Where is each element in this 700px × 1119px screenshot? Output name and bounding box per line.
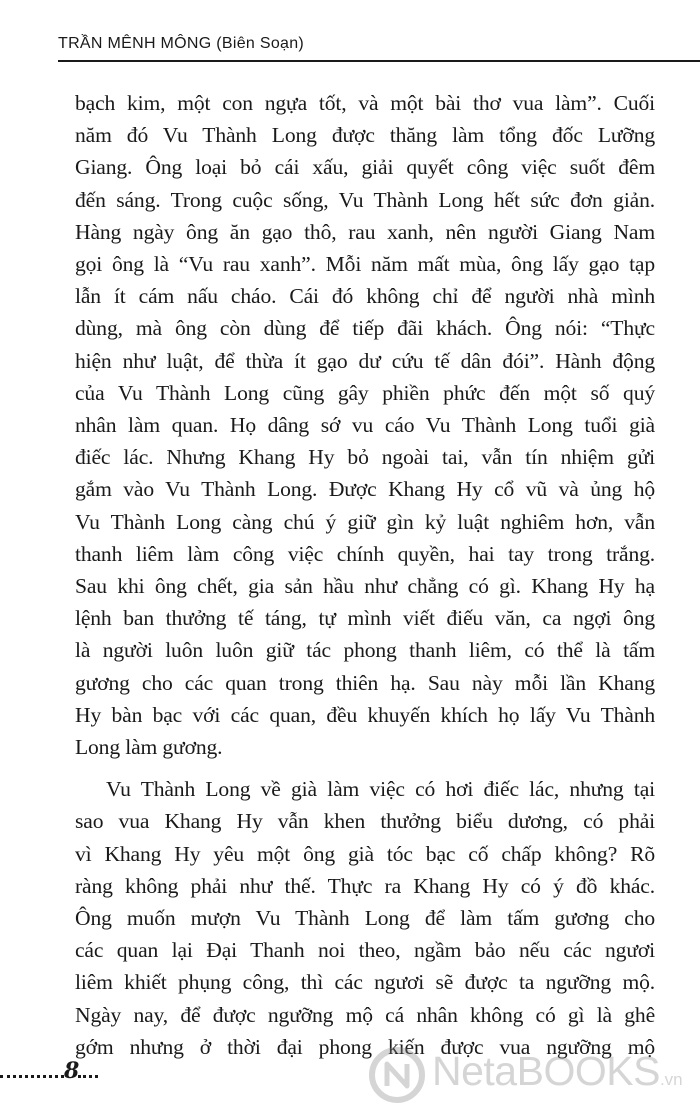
watermark-brand: NetaBOOKS (432, 1048, 660, 1094)
text-line: Hy bàn bạc với các quan, đều khuyến khích họ lấy Vu Thành (75, 702, 655, 727)
text-line: hiện như luật, để thừa ít gạo dư cứu tế dân đói”. Hành động (75, 348, 655, 373)
text-line: gương cho các quan trong thiên hạ. Sau này mỗi lần Khang (75, 670, 655, 695)
text-line: Vu Thành Long về già làm việc có hơi điếc lác, nhưng tại (106, 777, 655, 802)
text-line: dùng, mà ông còn dùng để tiếp đãi khách. Ông nói: “Thực (75, 316, 655, 341)
paragraph-1 (75, 87, 655, 763)
watermark-suffix: .vn (659, 1070, 683, 1089)
text-line: các quan lại Đại Thanh noi theo, ngầm bảo nếu các ngươi (75, 938, 655, 963)
leader-dots-trailing (78, 1075, 98, 1078)
text-line: lẫn ít cám nấu cháo. Cái đó không chỉ để người nhà mình (75, 284, 655, 309)
text-line: Giang. Ông loại bỏ cái xấu, giải quyết công việc suốt đêm (75, 155, 655, 180)
paragraph-gap (75, 763, 655, 773)
text-line: gớm nhưng ở thời đại phong kiến được vua ngưỡng mộ (75, 1034, 655, 1059)
page-number: 8 (64, 1058, 80, 1084)
text-line: gọi ông là “Vu rau xanh”. Mỗi năm mất mùa, ông lấy gạo tạp (75, 252, 655, 277)
text-line: nhân làm quan. Họ dâng sớ vu cáo Vu Thành Long tuổi già (75, 413, 655, 438)
text-line: đến sáng. Trong cuộc sống, Vu Thành Long hết sức đơn giản. (75, 187, 655, 212)
text-line: liêm khiết phụng công, thì các ngươi sẽ được ta ngưỡng mộ. (75, 970, 655, 995)
text-line: Long làm gương. (75, 735, 223, 760)
text-line: của Vu Thành Long cũng gây phiền phức đến một số quý (75, 380, 655, 405)
text-line: năm đó Vu Thành Long được thăng làm tổng đốc Lưỡng (75, 123, 655, 148)
watermark-text (432, 1048, 683, 1095)
text-line: vì Khang Hy yêu một ông già tóc bạc cố chấp không? Rõ (75, 841, 655, 866)
body-text (75, 87, 655, 1063)
running-header: TRẦN MÊNH MÔNG (Biên Soạn) (58, 35, 305, 52)
neta-books-n-icon (368, 1046, 426, 1104)
header-rule (58, 60, 700, 62)
text-line: lệnh ban thưởng tế táng, tự mình viết điếu văn, ca ngợi ông (75, 606, 655, 631)
text-line: điếc lác. Nhưng Khang Hy bỏ ngoài tai, vẫn tín nhiệm gửi (75, 445, 655, 470)
text-line: Ngày nay, để được ngưỡng mộ cá nhân không có gì là ghê (75, 1002, 655, 1027)
text-line: là người luôn luôn giữ tác phong thanh liêm, có thể là tấm (75, 638, 655, 663)
text-line: bạch kim, một con ngựa tốt, và một bài thơ vua làm”. Cuối (75, 91, 655, 115)
text-line: sao vua Khang Hy vẫn khen thưởng biểu dương, có phải (75, 809, 655, 834)
leader-dots (0, 1075, 64, 1078)
text-line: Vu Thành Long càng chú ý giữ gìn kỷ luật nghiêm hơn, vẫn (75, 509, 655, 534)
text-line: Sau khi ông chết, gia sản hầu như chẳng có gì. Khang Hy hạ (75, 574, 655, 599)
text-line: ràng không phải như thế. Thực ra Khang Hy có ý đồ khác. (75, 873, 655, 898)
text-line: gắm vào Vu Thành Long. Được Khang Hy cổ vũ và ủng hộ (75, 477, 655, 502)
paragraph-2 (75, 773, 655, 1063)
text-line: thanh liêm làm công việc chính quyền, hai tay trong trắng. (75, 541, 655, 566)
text-line: Hàng ngày ông ăn gạo thô, rau xanh, nên người Giang Nam (75, 219, 655, 244)
text-line: Ông muốn mượn Vu Thành Long để làm tấm gương cho (75, 906, 655, 931)
watermark (368, 1040, 693, 1110)
